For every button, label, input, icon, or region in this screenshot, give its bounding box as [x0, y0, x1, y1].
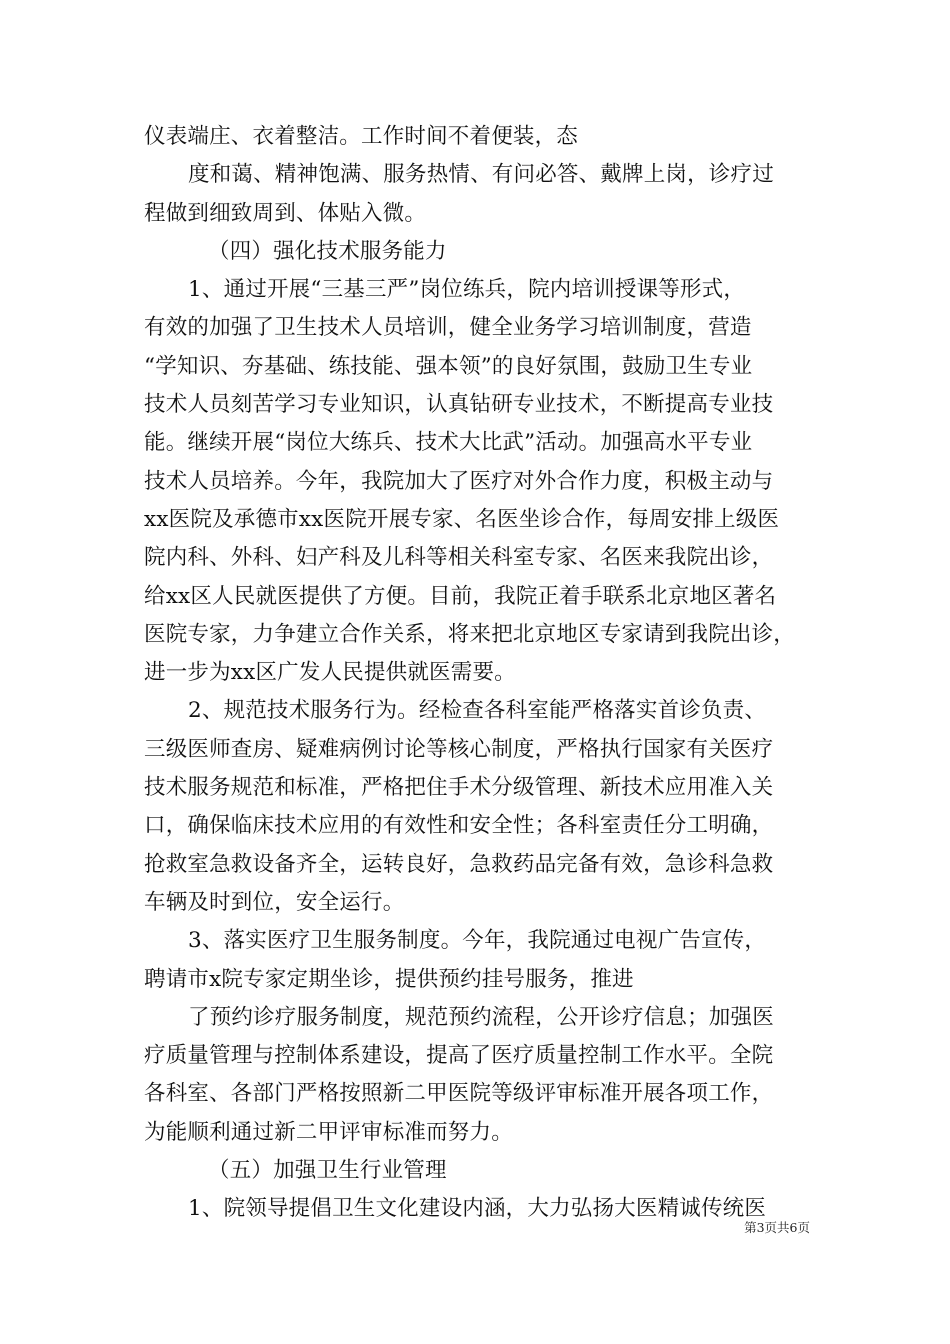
page-number: 第3页共6页: [744, 1220, 810, 1235]
body-line: 聘请市x院专家定期坐诊，提供预约挂号服务，推进: [144, 966, 634, 992]
body-line: 度和蔼、精神饱满、服务热情、有问必答、戴牌上岗，诊疗过: [188, 162, 774, 188]
body-line: 程做到细致周到、体贴入微。: [144, 200, 427, 226]
section-heading: （五）加强卫生行业管理: [208, 1158, 447, 1184]
body-line: 车辆及时到位，安全运行。: [144, 889, 405, 915]
body-line: 有效的加强了卫生技术人员培训，健全业务学习培训制度，营造: [144, 315, 752, 341]
body-line: xx医院及承德市xx医院开展专家、名医坐诊合作，每周安排上级医: [144, 506, 780, 532]
body-line: 了预约诊疗服务制度，规范预约流程，公开诊疗信息；加强医: [188, 1004, 774, 1030]
body-line: 医院专家，力争建立合作关系，将来把北京地区专家请到我院出诊，: [144, 621, 796, 647]
body-line: 口，确保临床技术应用的有效性和安全性；各科室责任分工明确，: [144, 813, 774, 839]
body-line: 给xx区人民就医提供了方便。目前，我院正着手联系北京地区著名: [144, 583, 777, 609]
body-line: 技术人员培养。今年，我院加大了医疗对外合作力度，积极主动与: [144, 468, 774, 494]
document-body: [144, 118, 824, 1229]
body-line: 三级医师查房、疑难病例讨论等核心制度，严格执行国家有关医疗: [144, 736, 774, 762]
body-line: “学知识、夯基础、练技能、强本领”的良好氛围，鼓励卫生专业: [144, 353, 753, 379]
body-line: 各科室、各部门严格按照新二甲医院等级评审标准开展各项工作，: [144, 1081, 774, 1107]
body-line: 能。继续开展“岗位大练兵、技术大比武”活动。加强高水平专业: [144, 430, 753, 456]
section-heading: （四）强化技术服务能力: [208, 238, 447, 264]
body-line: 进一步为xx区广发人民提供就医需要。: [144, 660, 516, 686]
body-line: 疗质量管理与控制体系建设，提高了医疗质量控制工作水平。全院: [144, 1043, 774, 1069]
body-line: 技术服务规范和标准，严格把住手术分级管理、新技术应用准入关: [144, 775, 774, 801]
paragraph-start-line: 3、落实医疗卫生服务制度。今年，我院通过电视广告宣传，: [188, 928, 767, 954]
body-line: 技术人员刻苦学习专业知识，认真钻研专业技术，不断提高专业技: [144, 392, 774, 418]
body-line: 抢救室急救设备齐全，运转良好，急救药品完备有效，急诊科急救: [144, 851, 774, 877]
body-line: 仪表端庄、衣着整洁。工作时间不着便装，态: [144, 124, 579, 149]
paragraph-start-line: 1、院领导提倡卫生文化建设内涵，大力弘扬大医精诚传统医: [188, 1196, 767, 1222]
body-line: 为能顺利通过新二甲评审标准而努力。: [144, 1119, 513, 1145]
paragraph-start-line: 2、规范技术服务行为。经检查各科室能严格落实首诊负责、: [188, 698, 767, 724]
paragraph-start-line: 1、通过开展“三基三严”岗位练兵，院内培训授课等形式，: [188, 277, 746, 303]
body-line: 院内科、外科、妇产科及儿科等相关科室专家、名医来我院出诊，: [144, 545, 774, 571]
